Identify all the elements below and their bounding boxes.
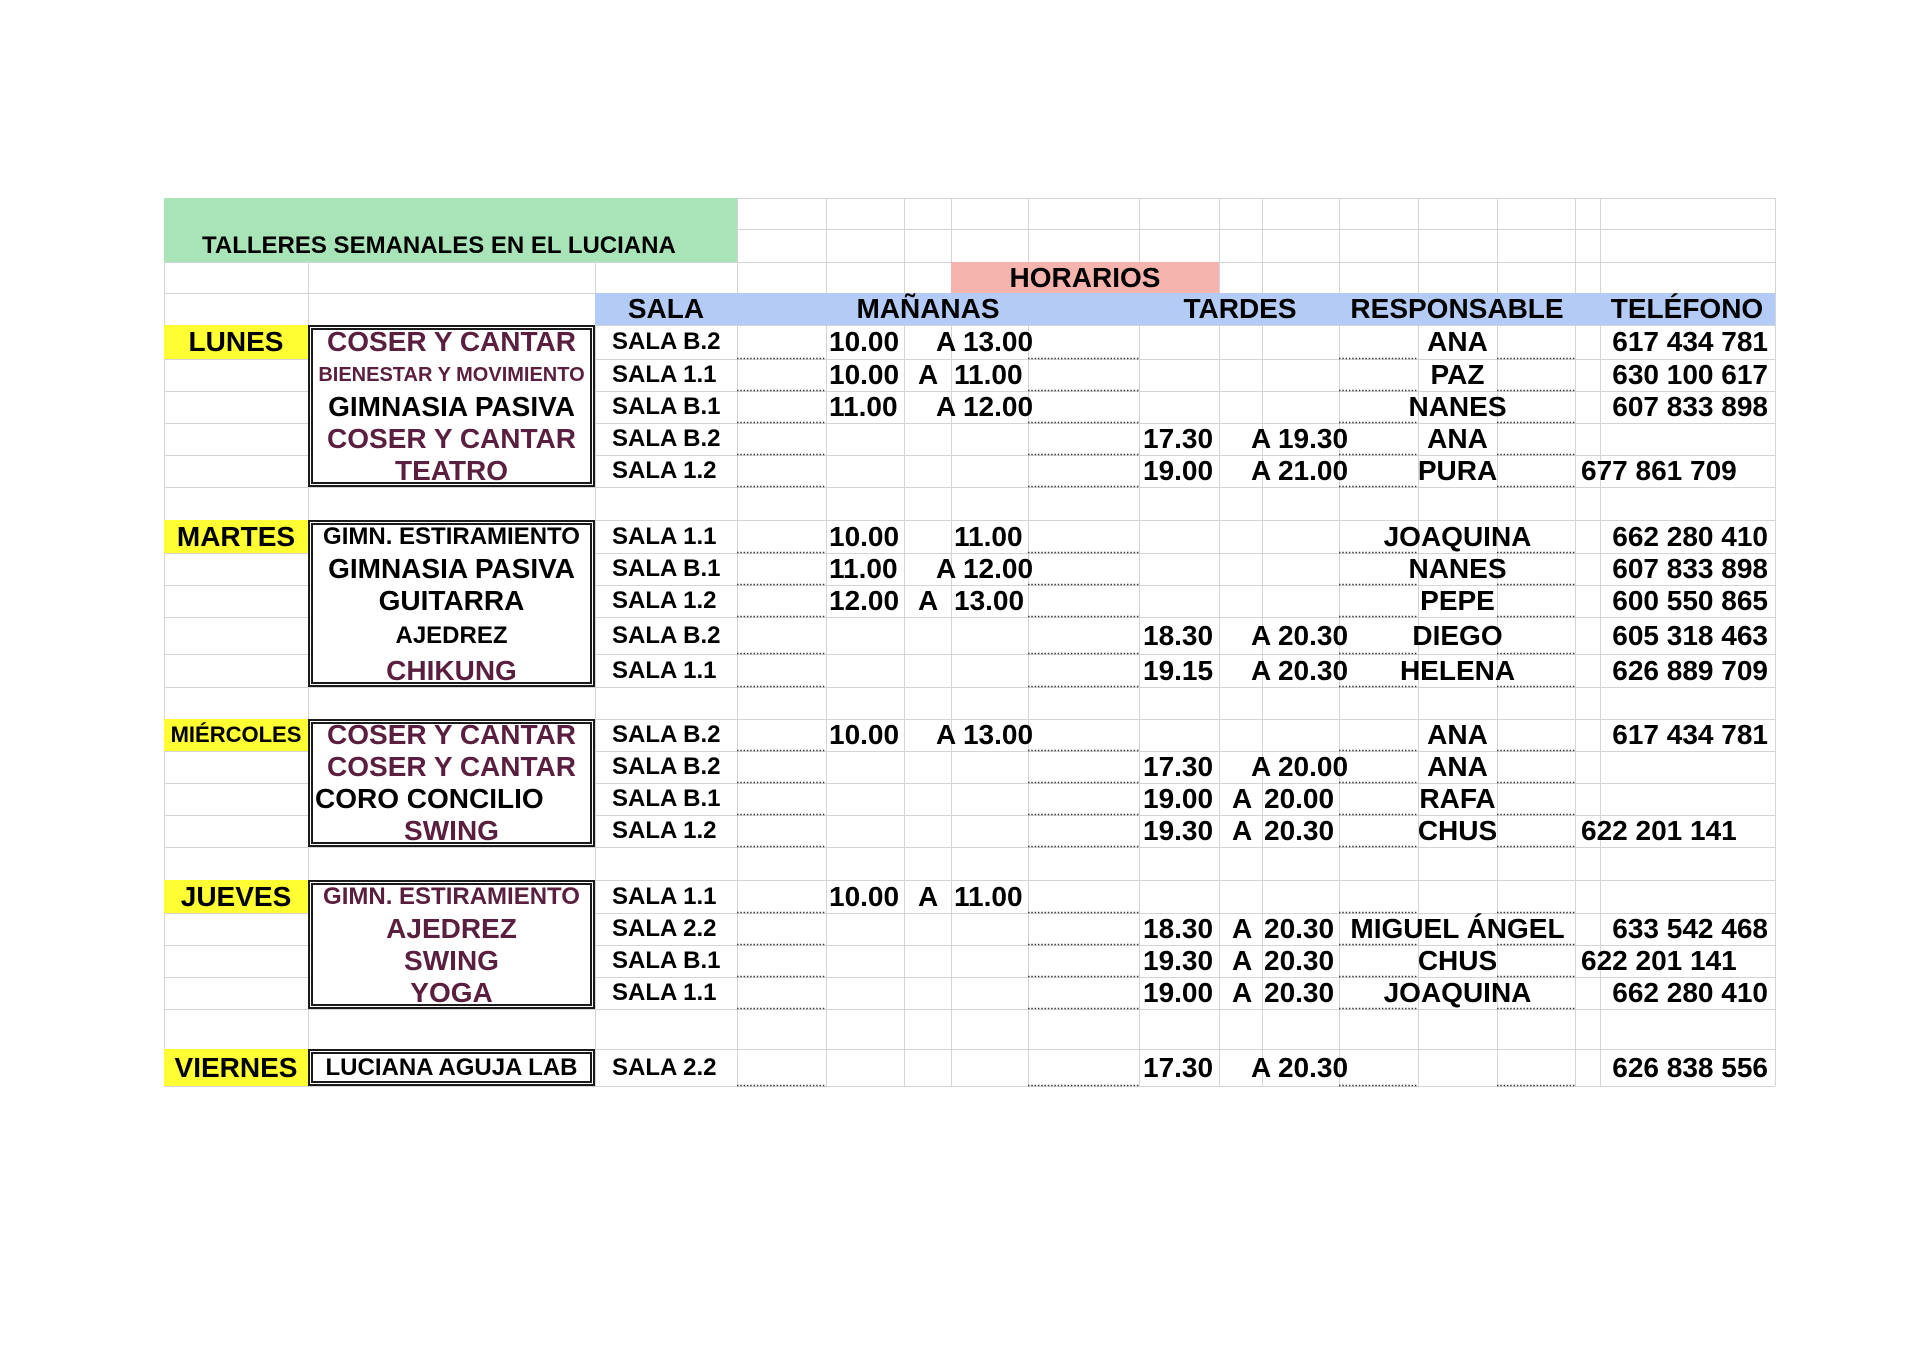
morning-start-time: 11.00 (829, 391, 898, 422)
responsible-name: DIEGO (1412, 620, 1503, 651)
room-label: SALA B.1 (612, 555, 721, 582)
morning-start-time: 10.00 (829, 326, 900, 357)
morning-end-time: 11.00 (954, 521, 1023, 552)
room-label: SALA B.1 (612, 785, 721, 812)
phone-number: 600 550 865 (1612, 585, 1768, 616)
afternoon-separator: A (1232, 913, 1253, 944)
header-responsable: RESPONSABLE (1350, 293, 1564, 324)
morning-end-time: 11.00 (954, 359, 1023, 390)
afternoon-start-time: 19.30 (1143, 945, 1214, 976)
afternoon-separator: A (1232, 977, 1253, 1008)
room-label: SALA B.2 (612, 753, 721, 780)
responsible-name: NANES (1408, 553, 1507, 584)
morning-end-time: 11.00 (954, 881, 1023, 912)
morning-start-time: 10.00 (829, 881, 900, 912)
room-label: SALA 1.1 (612, 979, 717, 1006)
activity-name: YOGA (410, 977, 493, 1008)
room-label: SALA 2.2 (612, 915, 717, 942)
activity-name: TEATRO (394, 455, 509, 486)
morning-separator: A (918, 881, 939, 912)
phone-number: 607 833 898 (1612, 391, 1768, 422)
morning-start-time: 10.00 (829, 359, 900, 390)
afternoon-start-time: 19.00 (1143, 977, 1214, 1008)
activity-name: GIMNASIA PASIVA (328, 553, 575, 584)
day-label: MIÉRCOLES (170, 722, 302, 747)
afternoon-separator: A (1232, 815, 1253, 846)
morning-start-time: 10.00 (829, 521, 900, 552)
phone-number: 607 833 898 (1612, 553, 1768, 584)
afternoon-separator: A (1232, 783, 1253, 814)
room-label: SALA 1.2 (612, 817, 717, 844)
afternoon-start-time: 17.30 (1143, 1052, 1214, 1083)
morning-start-time: 11.00 (829, 553, 898, 584)
responsible-name: CHUS (1417, 815, 1498, 846)
activity-name: COSER Y CANTAR (327, 719, 576, 750)
morning-end-time: A 12.00 (936, 391, 1034, 422)
activity-name: LUCIANA AGUJA LAB (325, 1054, 578, 1081)
room-label: SALA B.2 (612, 425, 721, 452)
responsible-name: PEPE (1420, 585, 1495, 616)
horarios-label: HORARIOS (1009, 262, 1161, 293)
afternoon-end-time: A 20.30 (1251, 655, 1349, 686)
afternoon-start-time: 18.30 (1143, 913, 1214, 944)
morning-end-time: 13.00 (954, 585, 1025, 616)
room-label: SALA 1.2 (612, 587, 717, 614)
header-telefono: TELÉFONO (1610, 293, 1764, 324)
morning-separator: A (918, 585, 939, 616)
room-label: SALA 1.1 (612, 361, 717, 388)
afternoon-start-time: 17.30 (1143, 423, 1214, 454)
activity-name: COSER Y CANTAR (327, 423, 576, 454)
room-label: SALA B.1 (612, 947, 721, 974)
responsible-name: ANA (1427, 326, 1488, 357)
afternoon-start-time: 19.00 (1143, 455, 1214, 486)
responsible-name: JOAQUINA (1383, 977, 1532, 1008)
morning-end-time: A 13.00 (936, 326, 1034, 357)
afternoon-start-time: 19.00 (1143, 783, 1214, 814)
activity-name: GIMN. ESTIRAMIENTO (323, 523, 580, 550)
room-label: SALA B.2 (612, 721, 721, 748)
phone-number: 626 889 709 (1612, 655, 1768, 686)
afternoon-end-time: A 19.30 (1251, 423, 1349, 454)
room-label: SALA 1.1 (612, 883, 717, 910)
phone-number: 617 434 781 (1612, 719, 1768, 750)
morning-end-time: A 12.00 (936, 553, 1034, 584)
room-label: SALA B.2 (612, 622, 721, 649)
room-label: SALA B.1 (612, 393, 721, 420)
phone-number: 622 201 141 (1581, 815, 1737, 846)
header-mananas: MAÑANAS (856, 293, 1000, 324)
responsible-name: ANA (1427, 423, 1488, 454)
responsible-name: HELENA (1399, 655, 1516, 686)
morning-end-time: A 13.00 (936, 719, 1034, 750)
room-label: SALA 1.1 (612, 657, 717, 684)
afternoon-end-time: A 20.00 (1251, 751, 1349, 782)
afternoon-end-time: 20.30 (1264, 815, 1335, 846)
phone-number: 633 542 468 (1612, 913, 1768, 944)
activity-name: COSER Y CANTAR (327, 326, 576, 357)
activity-name: GIMNASIA PASIVA (328, 391, 575, 422)
afternoon-separator: A (1232, 945, 1253, 976)
activity-name: SWING (404, 815, 499, 846)
afternoon-end-time: A 20.30 (1251, 620, 1349, 651)
phone-number: 622 201 141 (1581, 945, 1737, 976)
activity-name: BIENESTAR Y MOVIMIENTO (318, 364, 585, 386)
responsible-name: JOAQUINA (1383, 521, 1532, 552)
phone-number: 626 838 556 (1612, 1052, 1768, 1083)
room-label: SALA 1.1 (612, 523, 717, 550)
activity-name: AJEDREZ (395, 622, 508, 649)
responsible-name: NANES (1408, 391, 1507, 422)
activity-name: CHIKUNG (386, 655, 517, 686)
activity-name: COSER Y CANTAR (327, 751, 576, 782)
afternoon-end-time: A 21.00 (1251, 455, 1349, 486)
morning-start-time: 12.00 (829, 585, 900, 616)
day-label: VIERNES (174, 1052, 298, 1083)
day-label: LUNES (188, 326, 284, 357)
phone-number: 677 861 709 (1581, 455, 1737, 486)
responsible-name: ANA (1427, 719, 1488, 750)
afternoon-start-time: 18.30 (1143, 620, 1214, 651)
header-tardes: TARDES (1183, 293, 1297, 324)
afternoon-end-time: 20.30 (1264, 945, 1335, 976)
responsible-name: PURA (1417, 455, 1498, 486)
activity-name: CORO CONCILIO (315, 783, 544, 814)
room-label: SALA B.2 (612, 328, 721, 355)
room-label: SALA 1.2 (612, 457, 717, 484)
activity-name: GIMN. ESTIRAMIENTO (323, 883, 580, 910)
responsible-name: CHUS (1417, 945, 1498, 976)
header-sala: SALA (627, 293, 705, 324)
room-label: SALA 2.2 (612, 1054, 717, 1081)
afternoon-end-time: A 20.30 (1251, 1052, 1349, 1083)
phone-number: 630 100 617 (1612, 359, 1768, 390)
responsible-name: PAZ (1430, 359, 1485, 390)
responsible-name: MIGUEL ÁNGEL (1350, 913, 1565, 944)
day-label: MARTES (176, 521, 296, 552)
afternoon-end-time: 20.30 (1264, 913, 1335, 944)
responsible-name: RAFA (1419, 783, 1496, 814)
activity-name: SWING (404, 945, 499, 976)
phone-number: 662 280 410 (1612, 977, 1768, 1008)
activity-name: GUITARRA (378, 585, 525, 616)
phone-number: 617 434 781 (1612, 326, 1768, 357)
responsible-name: ANA (1427, 751, 1488, 782)
afternoon-start-time: 19.30 (1143, 815, 1214, 846)
afternoon-end-time: 20.30 (1264, 977, 1335, 1008)
afternoon-start-time: 17.30 (1143, 751, 1214, 782)
activity-name: AJEDREZ (386, 913, 517, 944)
sheet-title: TALLERES SEMANALES EN EL LUCIANA (202, 232, 676, 259)
afternoon-start-time: 19.15 (1143, 655, 1214, 686)
day-label: JUEVES (180, 881, 292, 912)
phone-number: 662 280 410 (1612, 521, 1768, 552)
morning-start-time: 10.00 (829, 719, 900, 750)
afternoon-end-time: 20.00 (1264, 783, 1335, 814)
morning-separator: A (918, 359, 939, 390)
phone-number: 605 318 463 (1612, 620, 1768, 651)
